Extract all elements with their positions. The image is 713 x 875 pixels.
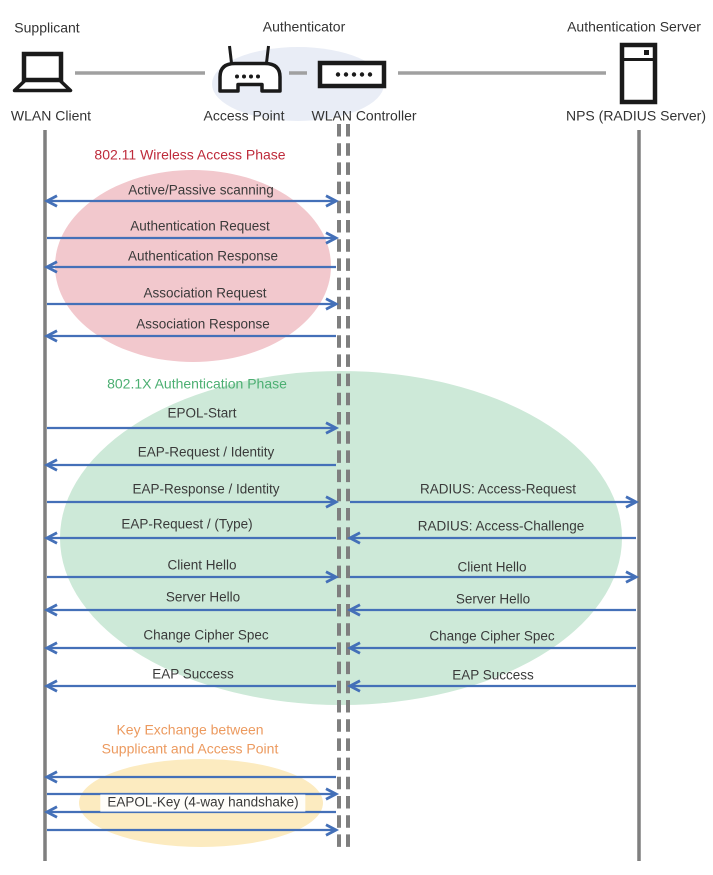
msg-eap-response-identity: EAP-Response / Identity	[132, 481, 280, 497]
msg-client-hello-left: Client Hello	[167, 557, 237, 573]
phase3-title-line1: Key Exchange between	[116, 721, 264, 738]
device-label-access-point: Access Point	[203, 107, 285, 124]
device-label-wlan-controller: WLAN Controller	[311, 107, 417, 124]
msg-server-hello-right: Server Hello	[455, 591, 531, 607]
msg-eap-request-identity: EAP-Request / Identity	[137, 444, 275, 460]
msg-radius-access-request: RADIUS: Access-Request	[419, 481, 577, 497]
laptop-screen	[24, 54, 61, 80]
controller-led	[336, 72, 340, 76]
msg-radius-access-challenge: RADIUS: Access-Challenge	[417, 518, 585, 534]
ap-led	[249, 75, 253, 79]
phase2-title: 802.1X Authentication Phase	[107, 375, 287, 392]
msg-authentication-response: Authentication Response	[127, 248, 279, 264]
msg-association-response: Association Response	[136, 316, 270, 332]
msg-server-hello-left: Server Hello	[165, 589, 241, 605]
ap-led	[235, 75, 239, 79]
controller-led	[360, 72, 364, 76]
role-label-authenticator: Authenticator	[262, 18, 346, 35]
msg-change-cipher-left: Change Cipher Spec	[143, 627, 269, 643]
role-label-authentication-server: Authentication Server	[567, 18, 701, 35]
phase3-ellipse	[79, 759, 323, 847]
ap-led	[256, 75, 260, 79]
msg-epol-start: EPOL-Start	[167, 405, 237, 421]
msg-eap-success-left: EAP Success	[152, 666, 234, 682]
antenna-right	[267, 46, 269, 63]
controller-led	[344, 72, 348, 76]
laptop-icon	[15, 54, 71, 91]
server-led	[644, 50, 649, 55]
phase1-title: 802.11 Wireless Access Phase	[94, 146, 286, 163]
antenna-left	[230, 46, 232, 63]
device-label-nps: NPS (RADIUS Server)	[565, 107, 707, 124]
ap-led	[242, 75, 246, 79]
msg-association-request: Association Request	[143, 285, 267, 301]
wlan-controller-icon	[320, 63, 384, 86]
laptop-base	[15, 81, 71, 91]
msg-client-hello-right: Client Hello	[457, 559, 527, 575]
phase3-title-line2: Supplicant and Access Point	[101, 740, 279, 757]
msg-change-cipher-right: Change Cipher Spec	[429, 628, 555, 644]
device-label-wlan-client: WLAN Client	[10, 107, 92, 124]
server-body	[622, 45, 655, 102]
msg-eap-success-right: EAP Success	[452, 667, 534, 683]
controller-led	[368, 72, 372, 76]
role-label-supplicant: Supplicant	[14, 19, 80, 36]
msg-active-passive-scanning: Active/Passive scanning	[128, 182, 274, 198]
msg-authentication-request: Authentication Request	[130, 218, 270, 234]
msg-eapol-key: EAPOL-Key (4-way handshake)	[100, 795, 305, 812]
msg-eap-request-type: EAP-Request / (Type)	[121, 516, 253, 532]
controller-led	[352, 72, 356, 76]
server-icon	[622, 45, 655, 102]
